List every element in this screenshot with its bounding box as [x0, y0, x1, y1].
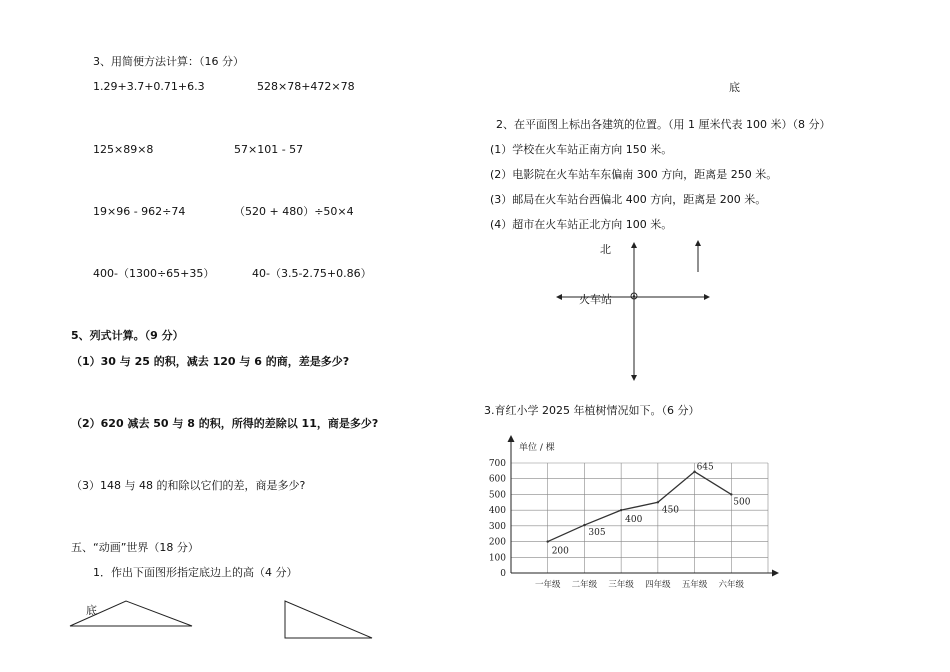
tree-planting-line-chart: [486, 428, 786, 598]
compass-axes: [552, 235, 712, 385]
data-point: [693, 470, 695, 472]
section5-q1: 1．作出下面图形指定底边上的高（4 分）: [93, 566, 298, 579]
right-q2-item-3: (3）邮局在火车站台西偏北 400 方向，距离是 200 米。: [490, 193, 767, 206]
top-base-label: 底: [729, 81, 740, 94]
data-label: 305: [588, 528, 606, 539]
triangle-1-base-label: 底: [86, 604, 97, 617]
x-tick-label: 一年级: [534, 580, 561, 590]
data-point: [730, 493, 732, 495]
x-tick-label: 三年级: [608, 580, 634, 590]
data-point: [657, 501, 659, 503]
q3-item-1: 1.29+3.7+0.71+6.3: [93, 80, 205, 93]
q3-item-6: （520 + 480）÷50×4: [234, 205, 354, 218]
right-q2-item-1: (1）学校在火车站正南方向 150 米。: [490, 143, 673, 156]
q3-item-8: 40-（3.5-2.75+0.86）: [252, 267, 372, 280]
data-label: 500: [733, 497, 751, 508]
y-tick-label: 300: [488, 521, 506, 532]
q3-title: 3、用简便方法计算：（16 分）: [93, 55, 244, 68]
y-tick-label: 0: [500, 569, 506, 579]
q5-item-3: （3）148 与 48 的和除以它们的差，商是多少?: [71, 479, 306, 492]
triangle-2: [280, 598, 375, 643]
y-axis-label: 单位 / 棵: [519, 443, 555, 453]
right-q2-item-2: (2）电影院在火车站车东偏南 300 方向，距离是 250 米。: [490, 168, 778, 181]
q5-item-2: （2）620 减去 50 与 8 的积，所得的差除以 11，商是多少?: [71, 417, 379, 430]
right-q3-title: 3.育红小学 2025 年植树情况如下。（6 分）: [484, 404, 700, 417]
data-label: 400: [625, 515, 643, 526]
data-label: 200: [551, 546, 569, 557]
x-tick-label: 六年级: [718, 580, 745, 590]
y-tick-label: 100: [488, 553, 506, 564]
q5-item-1: （1）30 与 25 的积，减去 120 与 6 的商，差是多少?: [71, 355, 350, 368]
section5-title: 五、“动画”世界（18 分）: [71, 541, 199, 554]
q5-title: 5、列式计算。（9 分）: [71, 329, 184, 342]
data-point: [620, 509, 622, 511]
series-line: [548, 472, 732, 542]
q3-item-2: 528×78+472×78: [257, 80, 355, 93]
data-point: [547, 540, 549, 542]
q3-item-7: 400-（1300÷65+35）: [93, 267, 215, 280]
q3-item-4: 57×101 - 57: [234, 143, 304, 156]
station-label: 火车站: [579, 293, 612, 306]
y-tick-label: 500: [488, 490, 506, 501]
north-label: 北: [600, 243, 611, 256]
right-q2-title: 2、在平面图上标出各建筑的位置。（用 1 厘米代表 100 米）（8 分）: [496, 118, 831, 131]
q3-item-5: 19×96 - 962÷74: [93, 205, 186, 218]
y-tick-label: 600: [488, 474, 506, 485]
y-tick-label: 400: [488, 506, 506, 517]
right-q2-item-4: (4）超市在火车站正北方向 100 米。: [490, 218, 673, 231]
x-tick-label: 五年级: [681, 580, 708, 590]
x-tick-label: 二年级: [571, 580, 598, 590]
data-label: 645: [696, 462, 714, 473]
q3-item-3: 125×89×8: [93, 143, 154, 156]
triangle-1: [66, 598, 196, 634]
data-point: [583, 524, 585, 526]
y-tick-label: 200: [488, 537, 506, 548]
y-tick-label: 700: [488, 459, 506, 469]
x-tick-label: 四年级: [645, 580, 671, 590]
data-label: 450: [661, 505, 680, 516]
